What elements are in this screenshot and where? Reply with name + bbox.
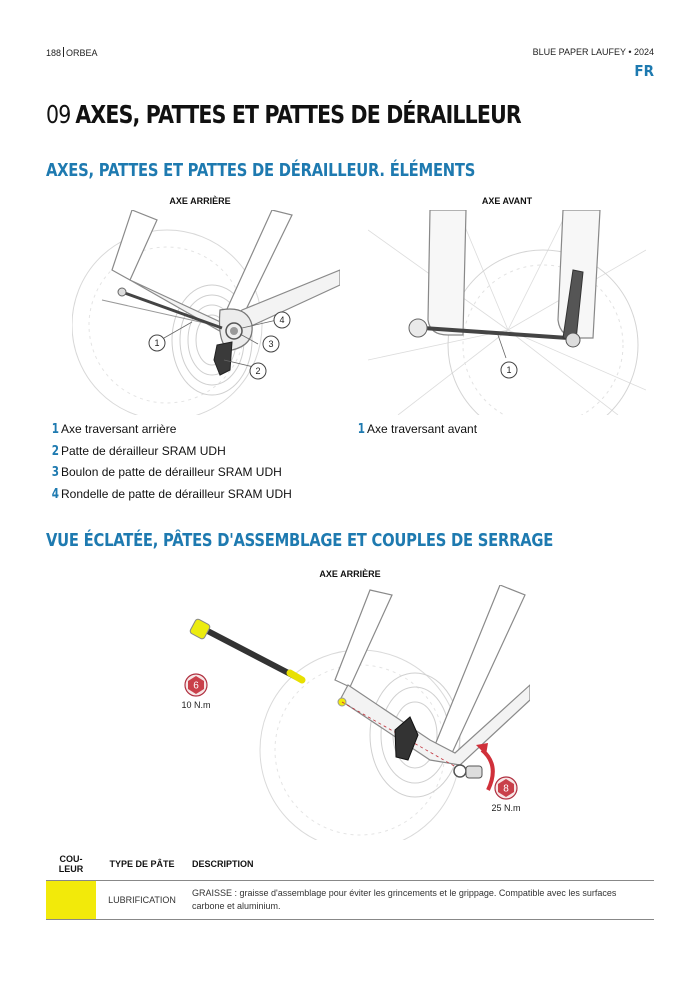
legend-item: 1 Axe traversant avant xyxy=(357,422,478,437)
callout-1 xyxy=(149,335,165,351)
color-swatch xyxy=(46,881,96,920)
section-number: 09 xyxy=(46,100,71,129)
col-type: TYPE DE PÂTE xyxy=(96,848,188,881)
paste-type: LUBRIFICATION xyxy=(96,881,188,920)
legend-item: 3 Boulon de patte de dérailleur SRAM UDH xyxy=(51,465,282,480)
svg-text:8: 8 xyxy=(503,783,509,795)
torque-axle-value: 10 N.m xyxy=(181,700,211,710)
elements-heading: AXES, PATTES ET PATTES DE DÉRAILLEUR. ÉLÉMENTS xyxy=(46,160,476,181)
torque-bolt-value: 25 N.m xyxy=(491,803,521,813)
col-color: COU- LEUR xyxy=(46,848,96,881)
torque-badge-axle xyxy=(181,674,210,710)
callout-3 xyxy=(263,336,279,352)
rear-axle-label: AXE ARRIÈRE xyxy=(169,196,231,206)
page-number: 188 xyxy=(46,48,62,58)
front-axle-label: AXE AVANT xyxy=(481,196,533,206)
page-header-left xyxy=(46,47,98,58)
front-callout-1 xyxy=(501,362,517,378)
table-row xyxy=(46,881,654,920)
svg-text:6: 6 xyxy=(193,680,199,692)
svg-text:1: 1 xyxy=(506,365,512,375)
col-description: DESCRIPTION xyxy=(188,848,654,881)
language-code: FR xyxy=(634,62,654,80)
section-title: AXES, PATTES ET PATTES DE DÉRAILLEUR xyxy=(75,100,521,129)
brand-name: ORBEA xyxy=(66,48,98,58)
svg-text:3: 3 xyxy=(268,339,274,349)
legend-item: 4 Rondelle de patte de dérailleur SRAM UDH xyxy=(51,486,292,502)
page-title xyxy=(46,100,521,129)
paste-description: GRAISSE : graisse d'assemblage pour éviter les grincements et le grippage. Compatible avec les surfaces carbone et aluminium. xyxy=(188,881,654,920)
legend-item: 2 Patte de dérailleur SRAM UDH xyxy=(51,443,226,459)
exploded-heading: VUE ÉCLATÉE, PÂTES D'ASSEMBLAGE ET COUPLES DE SERRAGE xyxy=(46,530,554,551)
front-legend xyxy=(357,422,477,444)
rear-legend xyxy=(51,422,292,508)
torque-badge-bolt xyxy=(491,777,520,813)
svg-text:2: 2 xyxy=(255,366,261,376)
front-axle-illustration xyxy=(368,210,646,415)
rear-axle-illustration xyxy=(72,210,340,415)
legend-item: 1 Axe traversant arrière xyxy=(51,422,177,437)
table-header-row xyxy=(46,848,654,881)
callout-2 xyxy=(250,363,266,379)
catalog-name: BLUE PAPER LAUFEY • 2024 xyxy=(532,47,654,57)
svg-text:4: 4 xyxy=(279,315,285,325)
paste-table xyxy=(46,848,654,920)
header-separator xyxy=(63,47,64,57)
exploded-axle-label: AXE ARRIÈRE xyxy=(319,569,381,579)
exploded-view-illustration xyxy=(170,585,530,840)
svg-text:1: 1 xyxy=(154,338,160,348)
callout-4 xyxy=(274,312,290,328)
